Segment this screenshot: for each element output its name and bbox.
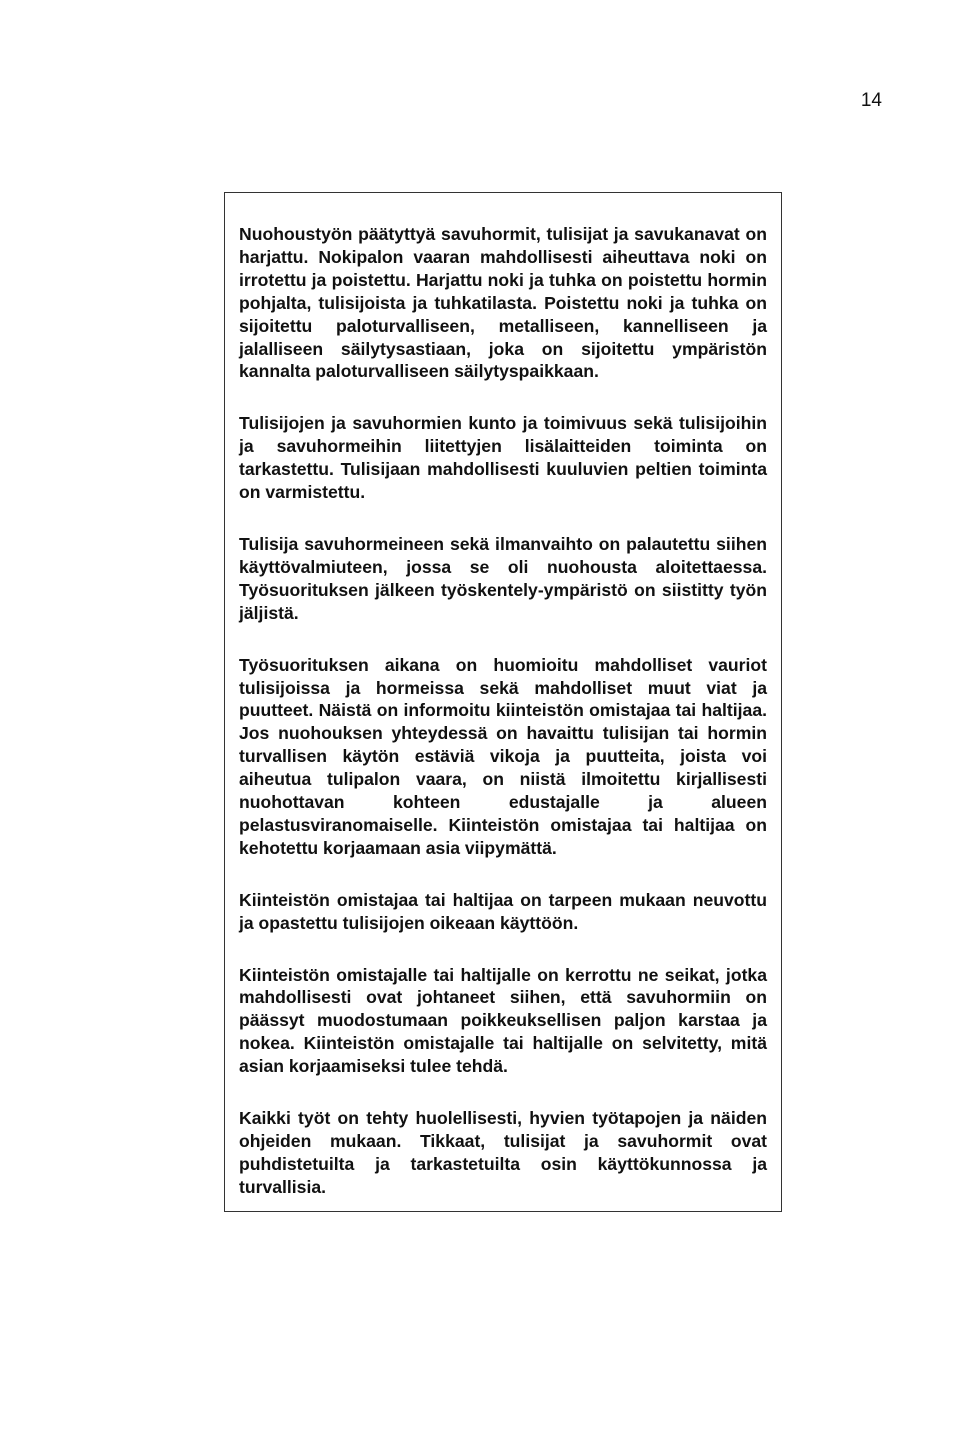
page-number: 14 — [860, 90, 882, 111]
paragraph-ventilation-restored: Tulisija savuhormeineen sekä ilmanvaihto on palautettu siihen käyttövalmiuteen, jossa se oli nuohousta aloitettaessa. Työsuorituksen jälkeen työskentely-ympäristö on siistitty työn jäljistä. — [239, 533, 767, 623]
paragraph-soot-causes: Kiinteistön omistajalle tai haltijalle on kerrottu ne seikat, jotka mahdollisesti ovat johtaneet siihen, että savuhormiin on päässyt muodostumaan poikkeuksellisen paljon karstaa ja nokea. Kiinteistön omistajalle tai haltijalle on selvitetty, mitä asian korjaamiseksi tulee tehdä. — [239, 964, 767, 1077]
paragraph-fireplace-inspection: Tulisijojen ja savuhormien kunto ja toimivuus sekä tulisijoihin ja savuhormeihin liitettyjen lisälaitteiden toiminta on tarkastettu. Tulisijaan mahdollisesti kuuluvien peltien toiminta on varmistettu. — [239, 413, 767, 503]
paragraph-owner-guidance: Kiinteistön omistajaa tai haltijaa on tarpeen mukaan neuvottu ja opastettu tulisijojen oikeaan käyttöön. — [239, 889, 767, 933]
paragraph-chimney-cleaning: Nuohoustyön päätyttyä savuhormit, tulisijat ja savukanavat on harjattu. Nokipalon vaaran mahdollisesti aiheuttava noki on irrotettu ja poistettu. Harjattu noki ja tuhka on poistettu hormin pohjalta, tulisijoista ja tuhkatilasta. Poistettu noki ja tuhka on sijoitettu paloturvalliseen, metalliseen, kannelliseen ja jalalliseen säilytysastiaan, joka on sijoitettu ympäristön kannalta paloturvalliseen säilytyspaikkaan. — [239, 224, 767, 382]
paragraph-work-quality: Kaikki työt on tehty huolellisesti, hyvien työtapojen ja näiden ohjeiden mukaan. Tikkaat, tulisijat ja savuhormit ovat puhdistetuilta ja tarkastetuilta osin käyttökunnossa ja turvallisia. — [239, 1108, 767, 1197]
paragraph-damage-reporting: Työsuorituksen aikana on huomioitu mahdolliset vauriot tulisijoissa ja hormeissa sekä mahdolliset muut viat ja puutteet. Näistä on informoitu kiinteistön omistajaa tai haltijaa. Jos nuohouksen yhteydessä on havaittu tulisijan tai hormin turvallisen käytön estäviä vikoja ja puutteita, joista voi aiheutua tulipalon vaara, on niistä ilmoitettu kirjallisesti nuohottavan kohteen edustajalle ja alueen pelastusviranomaiselle. Kiinteistön omistajaa tai haltijaa on kehotettu korjaamaan asia viipymättä. — [239, 654, 767, 858]
text-box — [224, 192, 782, 1212]
